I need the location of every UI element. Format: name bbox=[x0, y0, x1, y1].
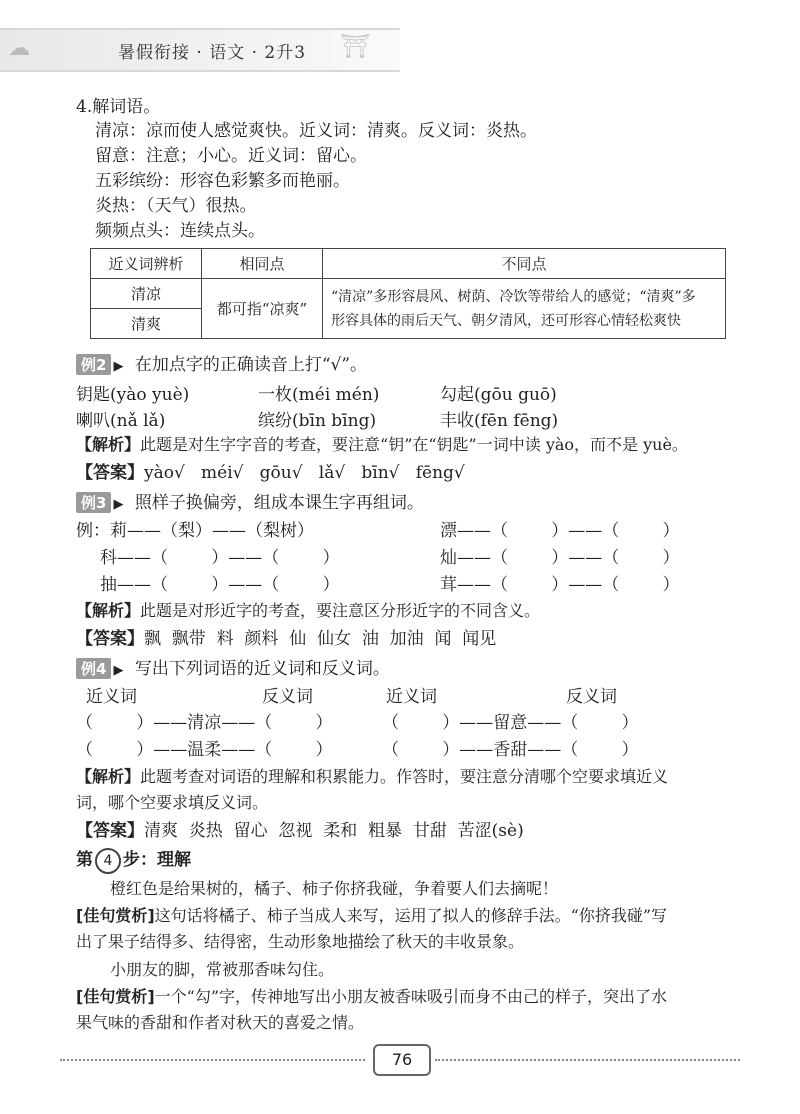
quote-sentence: 橙红色是给果树的，橘子、柿子你挤我碰，争着要人们去摘呢！ bbox=[110, 879, 559, 898]
definition-line: 清凉：凉而使人感觉爽快。近义词：清爽。反义词：炎热。 bbox=[95, 121, 537, 141]
column-label-antonym: 反义词 bbox=[566, 687, 617, 707]
triangle-icon: ▶ bbox=[113, 497, 124, 512]
appreciation-text: 果气味的香甜和作者对秋天的喜爱之情。 bbox=[76, 1013, 365, 1032]
definition-line: 留意：注意；小心。近义词：留心。 bbox=[95, 146, 367, 166]
appreciation-line bbox=[76, 903, 667, 926]
diff-line: 形容具体的雨后天气、朝夕清风，还可形容心情轻松爽快 bbox=[331, 312, 681, 329]
appreciation-tag: [佳句赏析] bbox=[76, 906, 155, 925]
appreciation-text: 出了果子结得多、结得密，生动形象地描绘了秋天的丰收景象。 bbox=[76, 932, 525, 951]
synonym-antonym-blank: （ ）——香甜——（ ） bbox=[382, 740, 639, 760]
synonym-comparison-table bbox=[90, 248, 726, 339]
analysis-line bbox=[76, 598, 540, 621]
pagoda-decoration-icon: ⛩ bbox=[340, 32, 371, 60]
example-prompt: 在加点字的正确读音上打“√”。 bbox=[134, 355, 368, 375]
answer-line bbox=[76, 624, 496, 649]
page-header bbox=[0, 28, 400, 72]
header-title: 暑假衔接 · 语文 · 2升3 bbox=[118, 43, 307, 63]
definition-line: 炎热：（天气）很热。 bbox=[95, 196, 257, 216]
pinyin-item: 勾起(gōu guō) bbox=[440, 385, 557, 405]
column-label-antonym: 反义词 bbox=[262, 687, 313, 707]
word-formation-blank: 科——（ ）——（ ） bbox=[100, 548, 340, 568]
answer-tag: 【答案】 bbox=[76, 821, 144, 841]
word-formation-blank: 抽——（ ）——（ ） bbox=[100, 575, 340, 595]
table-cell bbox=[323, 279, 726, 339]
synonym-antonym-blank: （ ）——留意——（ ） bbox=[382, 713, 639, 733]
example-tag: 例2 bbox=[76, 354, 111, 375]
answer-line bbox=[76, 816, 524, 841]
pinyin-item: 一枚(méi mén) bbox=[258, 385, 380, 405]
triangle-icon: ▶ bbox=[113, 663, 124, 678]
analysis-text: 词，哪个空要求填反义词。 bbox=[76, 793, 269, 812]
example-3-heading bbox=[76, 488, 424, 513]
table-header: 近义词辨析 bbox=[91, 249, 202, 279]
cloud-decoration-icon: ☁ bbox=[8, 36, 30, 61]
answer-tag: 【答案】 bbox=[76, 463, 144, 483]
section-4-title: 4.解词语。 bbox=[76, 97, 161, 117]
example-tag: 例4 bbox=[76, 658, 111, 679]
analysis-text: 此题是对形近字的考查，要注意区分形近字的不同含义。 bbox=[140, 601, 541, 620]
definition-line: 五彩缤纷：形容色彩繁多而艳丽。 bbox=[95, 171, 350, 191]
analysis-line bbox=[76, 764, 668, 787]
answer-tag: 【答案】 bbox=[76, 629, 144, 649]
analysis-tag: 【解析】 bbox=[76, 601, 141, 620]
example-tag: 例3 bbox=[76, 492, 111, 513]
appreciation-tag: [佳句赏析] bbox=[76, 987, 155, 1006]
table-header: 不同点 bbox=[323, 249, 726, 279]
page-number: 76 bbox=[373, 1044, 431, 1076]
quote-sentence: 小朋友的脚，常被那香味勾住。 bbox=[110, 960, 335, 979]
analysis-line bbox=[76, 432, 688, 455]
word-formation-blank: 茸——（ ）——（ ） bbox=[440, 575, 680, 595]
word-formation-blank: 灿——（ ）——（ ） bbox=[440, 548, 680, 568]
appreciation-line bbox=[76, 984, 667, 1007]
definition-line: 频频点头：连续点头。 bbox=[95, 221, 265, 241]
example-4-heading bbox=[76, 654, 390, 679]
table-cell: 都可指“凉爽” bbox=[202, 279, 323, 339]
word-formation-example: 例：莉——（梨）——（梨树） bbox=[76, 521, 314, 541]
step-prefix: 第 bbox=[76, 850, 93, 870]
answer-text: yào√ méi√ gōu√ lǎ√ bīn√ fēng√ bbox=[144, 463, 465, 483]
step-title: 步：理解 bbox=[123, 850, 191, 870]
footer-divider bbox=[60, 1059, 365, 1061]
footer-divider bbox=[435, 1059, 740, 1061]
pinyin-item: 丰收(fēn fēng) bbox=[440, 411, 559, 431]
answer-text: 清爽 炎热 留心 忽视 柔和 粗暴 甘甜 苦涩(sè) bbox=[144, 821, 524, 841]
example-prompt: 写出下列词语的近义词和反义词。 bbox=[134, 659, 390, 679]
pinyin-item: 喇叭(nǎ lǎ) bbox=[76, 411, 166, 431]
analysis-tag: 【解析】 bbox=[76, 435, 141, 454]
analysis-text: 此题是对生字字音的考查，要注意“钥”在“钥匙”一词中读 yào，而不是 yuè。 bbox=[140, 435, 688, 454]
analysis-tag: 【解析】 bbox=[76, 767, 141, 786]
analysis-text: 此题考查对词语的理解和积累能力。作答时，要注意分清哪个空要求填近义 bbox=[140, 767, 669, 786]
synonym-antonym-blank: （ ）——温柔——（ ） bbox=[76, 740, 333, 760]
pinyin-item: 缤纷(bīn bīng) bbox=[258, 411, 377, 431]
answer-text: 飘 飘带 料 颜料 仙 仙女 油 加油 闻 闻见 bbox=[144, 629, 497, 649]
word-formation-blank: 漂——（ ）——（ ） bbox=[440, 521, 680, 541]
table-header: 相同点 bbox=[202, 249, 323, 279]
example-2-heading bbox=[76, 350, 367, 375]
triangle-icon: ▶ bbox=[113, 359, 124, 374]
column-label-synonym: 近义词 bbox=[86, 687, 137, 707]
example-prompt: 照样子换偏旁，组成本课生字再组词。 bbox=[134, 493, 424, 513]
table-cell: 清凉 bbox=[91, 279, 202, 309]
step-number-badge: 4 bbox=[95, 848, 121, 874]
pinyin-item: 钥匙(yào yuè) bbox=[76, 385, 190, 405]
step-4-heading bbox=[76, 845, 191, 874]
table-cell: 清爽 bbox=[91, 309, 202, 339]
answer-line bbox=[76, 458, 465, 483]
synonym-antonym-blank: （ ）——清凉——（ ） bbox=[76, 713, 333, 733]
column-label-synonym: 近义词 bbox=[386, 687, 437, 707]
diff-line: “清凉”多形容晨风、树荫、冷饮等带给人的感觉；“清爽”多 bbox=[331, 288, 696, 305]
appreciation-text: 一个“勾”字，传神地写出小朋友被香味吸引而身不由己的样子，突出了水 bbox=[154, 987, 668, 1006]
appreciation-text: 这句话将橘子、柿子当成人来写，运用了拟人的修辞手法。“你挤我碰”写 bbox=[154, 906, 668, 925]
